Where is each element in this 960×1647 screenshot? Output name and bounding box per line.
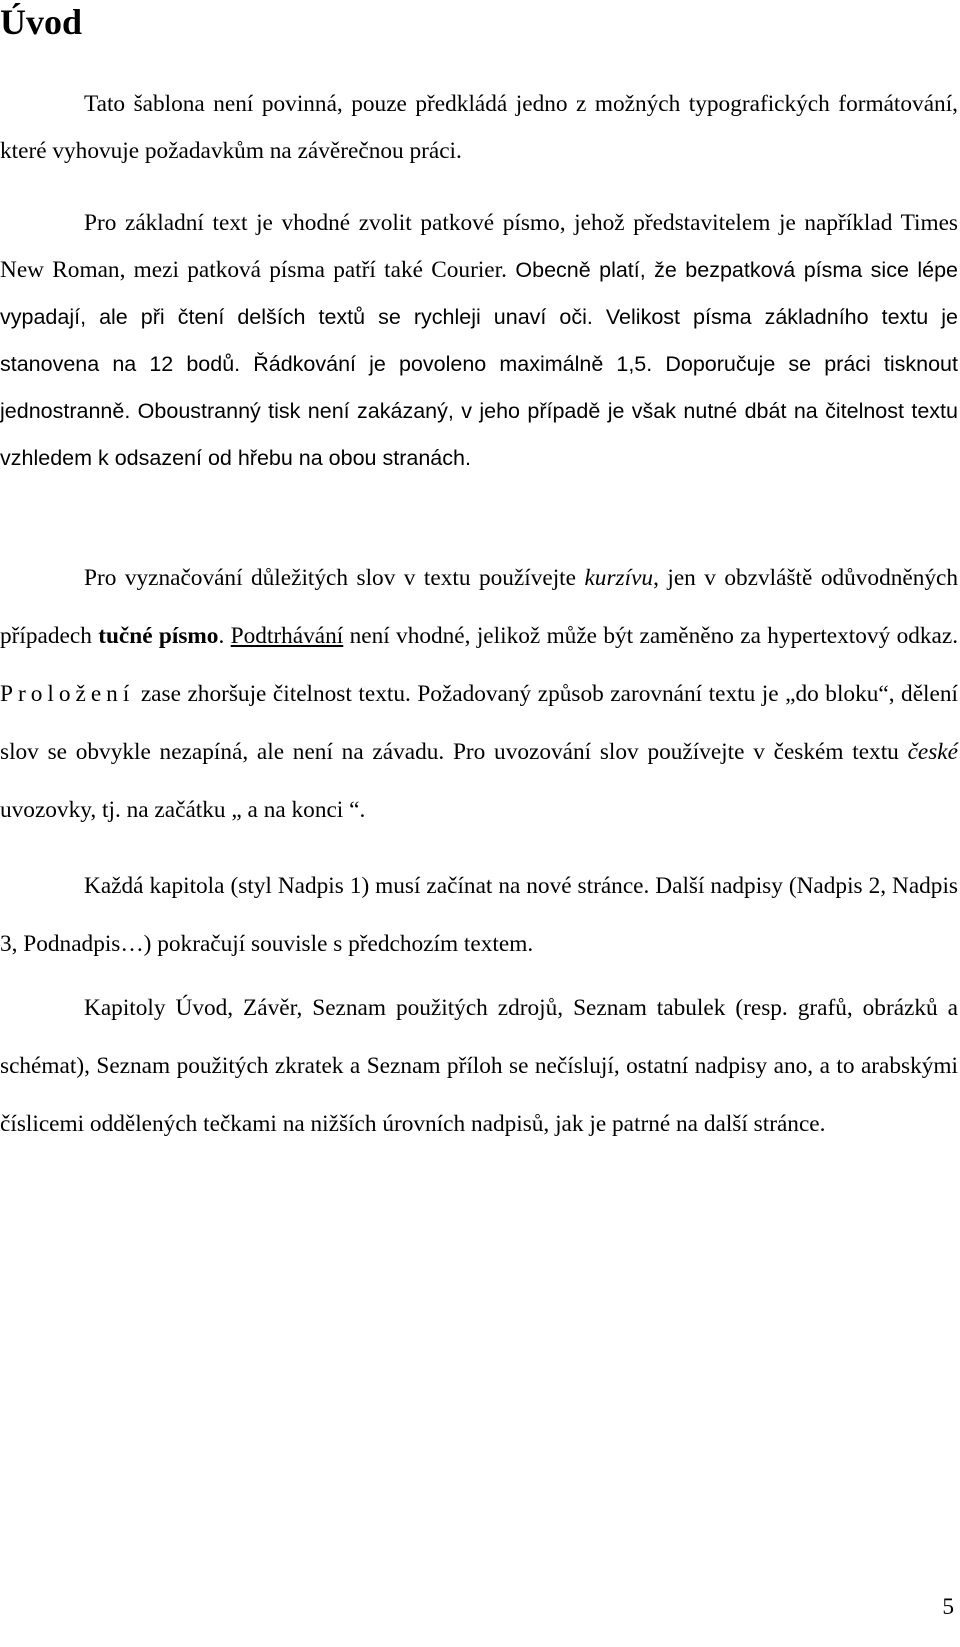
italic-example: kurzívu: [584, 565, 654, 591]
paragraph-text: Tato šablona není povinná, pouze předkládá jedno z možných typografických formátování, které vyhovuje požadavkům na závěrečnou práci.: [0, 91, 958, 164]
letterspaced-example: Proložení: [0, 681, 135, 707]
paragraph-text: Každá kapitola (styl Nadpis 1) musí začínat na nové stránce. Další nadpisy (Nadpis 2, Nadpis 3, Podnadpis…) pokračují souvisle s předchozím textem.: [0, 873, 958, 957]
paragraph-text: Kapitoly Úvod, Závěr, Seznam použitých zdrojů, Seznam tabulek (resp. grafů, obrázků a schémat), Seznam použitých zkratek a Seznam příloh se nečíslují, ostatní nadpisy ano, a to arabskými číslicemi oddělených tečkami na nižších úrovních nadpisů, jak je patrné na další stránce.: [0, 995, 958, 1137]
italic-example-2: české: [907, 739, 958, 765]
paragraph-emphasis-rules: [0, 549, 958, 839]
paragraph-font-rules: [0, 200, 958, 482]
paragraph-numbering-rules: [0, 979, 958, 1153]
text-segment: není vhodné, jelikož může být zaměněno za hypertextový odkaz.: [343, 623, 959, 649]
text-segment: Pro vyznačování důležitých slov v textu používejte: [84, 565, 585, 591]
bold-example: tučné písmo: [98, 623, 219, 649]
paragraph-text-serif: Pro základní text je vhodné zvolit patkové písmo, jehož představitelem je například Times New Roman, mezi patková písma patří také Courier.: [0, 210, 958, 283]
paragraph-text-sans: Obecně platí, že bezpatková písma sice lépe vypadají, ale při čtení delších textů se rychleji unaví oči. Velikost písma základního textu je stanovena na 12 bodů. Řádkování je povoleno maximálně 1,5. Doporučuje se práci tisknout jednostranně. Oboustranný tisk není zakázaný, v jeho případě je však nutné dbát na čitelnost textu vzhledem k odsazení od hřebu na obou stranách.: [0, 258, 958, 470]
page-heading: Úvod: [0, 2, 83, 42]
text-segment: uvozovky, tj. na začátku „ a na konci “.: [0, 797, 366, 823]
page-number: 5: [942, 1594, 954, 1620]
text-segment: .: [218, 623, 231, 649]
paragraph-chapter-rules: [0, 857, 958, 973]
paragraph-template-intro: [0, 81, 958, 175]
underline-example: Podtrhávání: [230, 623, 344, 649]
text-segment: , jen v obzvláště odůvodněných případech: [0, 565, 958, 649]
text-segment: zase zhoršuje čitelnost textu. Požadovaný způsob zarovnání textu je „do bloku“, dělení slov se obvykle nezapíná, ale není na závadu. Pro uvozování slov používejte v českém textu: [0, 681, 958, 765]
